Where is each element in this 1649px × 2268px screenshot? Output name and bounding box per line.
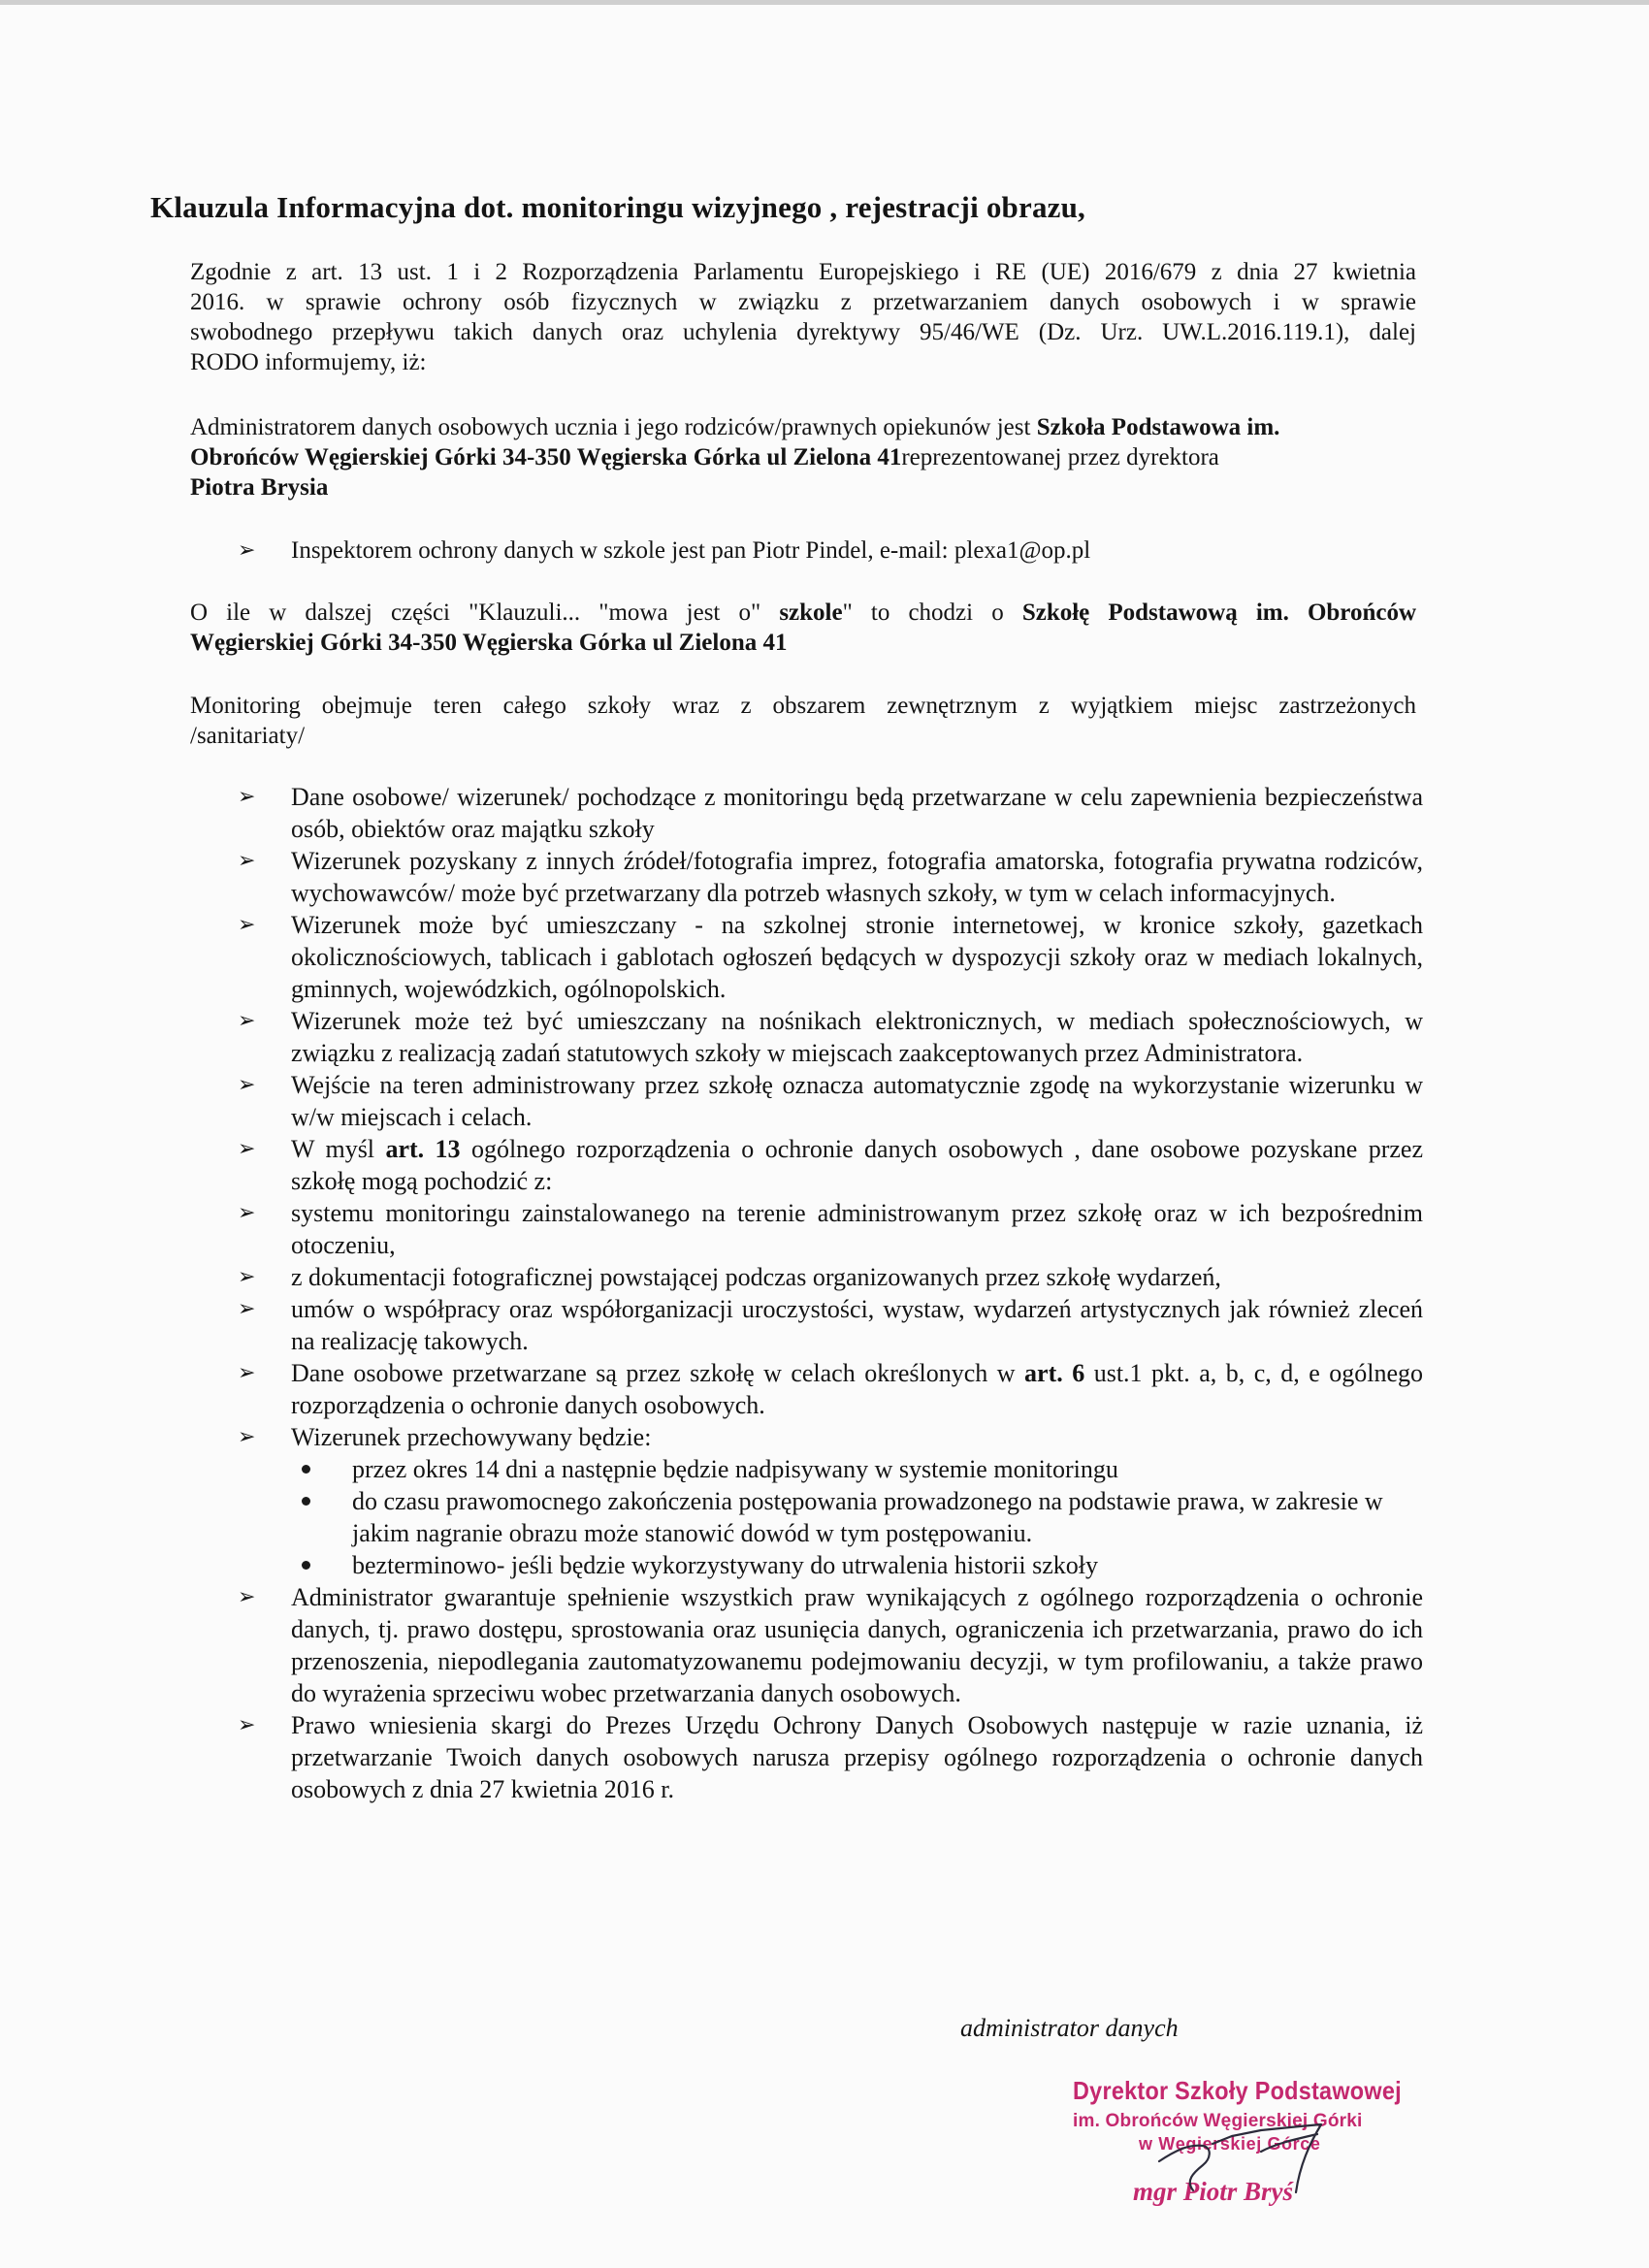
administrator-line-2 bbox=[190, 442, 1416, 472]
official-stamp bbox=[1067, 2076, 1426, 2221]
director-name: Piotra Brysia bbox=[190, 474, 329, 501]
intro-line-4: RODO informujemy, iż: bbox=[190, 349, 427, 375]
intro-line-2: 2016. w sprawie ochrony osób fizycznych w związku z przetwarzaniem danych osobowych i w sprawie bbox=[190, 289, 1416, 315]
administrator-text: Administratorem danych osobowych ucznia i jego rodziców/prawnych opiekunów jest bbox=[190, 414, 1037, 440]
scope-bold-a: szkole bbox=[779, 599, 843, 626]
stamp-title: Dyrektor Szkoły Podstawowej bbox=[1073, 2076, 1402, 2105]
scope-address: Węgierskiej Górki 34-350 Węgierska Górka ul Zielona 41 bbox=[190, 630, 788, 656]
bullet-text: ust.1 pkt. a, b, c, d, e ogólnego rozporządzenia o ochronie danych osobowych. bbox=[291, 1359, 1424, 1419]
bullet-text: Wejście na teren administrowany przez szkołę oznacza automatycznie zgodę na wykorzystanie wizerunku w w/w miejscach i celach. bbox=[291, 1071, 1423, 1131]
stamp-location: w Węgierskiej Górce bbox=[1139, 2134, 1321, 2154]
arrow-bullet-icon: ➢ bbox=[238, 1009, 256, 1033]
arrow-bullet-icon: ➢ bbox=[238, 1297, 256, 1321]
sub-bullet-text: przez okres 14 dni a następnie będzie nadpisywany w systemie monitoringu bbox=[352, 1455, 1118, 1483]
stamp-school: im. Obrońców Węgierskiej Górki bbox=[1073, 2111, 1363, 2131]
school-address: Obrońców Węgierskiej Górki 34-350 Węgierska Górka ul Zielona 41 bbox=[190, 444, 902, 470]
dot-bullet-icon bbox=[302, 1497, 310, 1506]
list-item bbox=[238, 1293, 1423, 1357]
bullet-text: Wizerunek może też być umieszczany na nośnikach elektronicznych, w mediach społecznościowych, w związku z realizacją zadań statutowych szkoły w miejscach zaakceptowanych przez Administratora. bbox=[291, 1007, 1423, 1067]
monitoring-line-2: /sanitariaty/ bbox=[190, 723, 306, 749]
administrator-line-3 bbox=[190, 472, 1416, 502]
administrator-line-1 bbox=[190, 412, 1416, 442]
signature-scribble bbox=[1067, 2076, 1426, 2221]
bullet-text: Dane osobowe przetwarzane są przez szkołę w celach określonych w bbox=[291, 1359, 1025, 1387]
dot-bullet-icon bbox=[302, 1465, 310, 1474]
arrow-bullet-icon: ➢ bbox=[238, 785, 256, 809]
list-item bbox=[238, 1581, 1423, 1709]
bullet-text: Wizerunek pozyskany z innych źródeł/fotografia imprez, fotografia amatorska, fotografia prywatna rodziców, wychowawców/ może być przetwarzany dla potrzeb własnych szkoły, w tym w celach informacyjnych. bbox=[291, 847, 1423, 907]
scope-bold-b: Szkołę Podstawową im. Obrońców bbox=[1021, 599, 1417, 626]
arrow-bullet-icon: ➢ bbox=[238, 1425, 256, 1449]
list-item bbox=[238, 1197, 1423, 1261]
bullet-text: W myśl bbox=[291, 1135, 386, 1163]
bullet-text: ogólnego rozporządzenia o ochronie danych osobowych , dane osobowe pozyskane przez szkołę mogą pochodzić z: bbox=[291, 1135, 1423, 1195]
administrator-represented: reprezentowanej przez dyrektora bbox=[901, 444, 1219, 470]
school-name: Szkoła Podstawowa im. bbox=[1036, 414, 1280, 440]
stamp-signatory: mgr Piotr Bryś bbox=[1133, 2177, 1294, 2206]
inspector-text: Inspektorem ochrony danych w szkole jest pan Piotr Pindel, e-mail: plexa1@op.pl bbox=[291, 537, 1091, 564]
intro-line-1: Zgodnie z art. 13 ust. 1 i 2 Rozporządzenia Parlamentu Europejskiego i RE (UE) 2016/679 z dnia 27 kwietnia bbox=[190, 259, 1416, 285]
sub-list-item bbox=[296, 1549, 1423, 1581]
bullet-text: z dokumentacji fotograficznej powstającej podczas organizowanych przez szkołę wydarzeń, bbox=[291, 1263, 1221, 1291]
arrow-bullet-icon: ➢ bbox=[238, 1713, 256, 1737]
arrow-bullet-icon: ➢ bbox=[238, 1137, 256, 1161]
bullet-text: Administrator gwarantuje spełnienie wszystkich praw wynikających z ogólnego rozporządzenia o ochronie danych, tj. prawo dostępu, sprostowania oraz usunięcia danych, ograniczenia ich przetwarzania, prawo do ich przenoszenia, niepodlegania zautomatyzowanemu podejmowaniu decyzji, w tym profilowaniu, a także prawo do wyrażenia sprzeciwu wobec przetwarzania danych osobowych. bbox=[291, 1583, 1423, 1707]
scope-text-b: " to chodzi o bbox=[842, 599, 1022, 626]
list-item bbox=[238, 1421, 1423, 1453]
sub-list-item bbox=[296, 1453, 1423, 1485]
bullet-text: umów o współpracy oraz współorganizacji uroczystości, wystaw, wydarzeń artystycznych jak również zleceń na realizację takowych. bbox=[291, 1295, 1423, 1355]
arrow-bullet-icon: ➢ bbox=[238, 1201, 256, 1225]
dot-bullet-icon bbox=[302, 1561, 310, 1570]
intro-line-3: swobodnego przepływu takich danych oraz uchylenia dyrektywy 95/46/WE (Dz. Urz. UW.L.2016.119.1), dalej bbox=[190, 319, 1416, 345]
article-reference: art. 13 bbox=[385, 1135, 461, 1163]
arrow-bullet-icon: ➢ bbox=[238, 1073, 256, 1097]
list-item bbox=[238, 1357, 1423, 1421]
list-item bbox=[238, 1069, 1423, 1133]
list-item bbox=[238, 909, 1423, 1005]
sub-bullet-text: bezterminowo- jeśli będzie wykorzystywany do utrwalenia historii szkoły bbox=[352, 1551, 1098, 1579]
scope-line-1 bbox=[190, 598, 1416, 628]
article-reference: art. 6 bbox=[1024, 1359, 1085, 1387]
scope-text-a: O ile w dalszej części "Klauzuli... "mowa jest o" bbox=[190, 599, 780, 626]
arrow-bullet-icon: ➢ bbox=[238, 538, 256, 563]
monitoring-line-1: Monitoring obejmuje teren całego szkoły wraz z obszarem zewnętrznym z wyjątkiem miejsc zastrzeżonych bbox=[190, 693, 1416, 719]
list-item bbox=[238, 1709, 1423, 1805]
sub-list-item bbox=[296, 1485, 1423, 1549]
bullet-text: systemu monitoringu zainstalowanego na terenie administrowanym przez szkołę oraz w ich bezpośrednim otoczeniu, bbox=[291, 1199, 1423, 1259]
bullet-text: Dane osobowe/ wizerunek/ pochodzące z monitoringu będą przetwarzane w celu zapewnienia bezpieczeństwa osób, obiektów oraz majątku szkoły bbox=[291, 783, 1423, 843]
document-title: Klauzula Informacyjna dot. monitoringu wizyjnego , rejestracji obrazu, bbox=[150, 190, 1085, 224]
bullet-text: Wizerunek może być umieszczany - na szkolnej stronie internetowej, w kronice szkoły, gazetkach okolicznościowych, tablicach i gablotach ogłoszeń będących w dyspozycji szkoły oraz w mediach lokalnych, gminnych, wojewódzkich, ogólnopolskich. bbox=[291, 911, 1423, 1003]
arrow-bullet-icon: ➢ bbox=[238, 849, 256, 873]
sub-bullet-text: do czasu prawomocnego zakończenia postępowania prowadzonego na podstawie prawa, w zakresie w jakim nagranie obrazu może stanowić dowód w tym postępowaniu. bbox=[352, 1487, 1383, 1547]
signature-caption: administrator danych bbox=[960, 2014, 1179, 2042]
list-item bbox=[238, 1261, 1423, 1293]
bullet-text: Prawo wniesienia skargi do Prezes Urzędu Ochrony Danych Osobowych następuje w razie uznania, iż przetwarzanie Twoich danych osobowych narusza przepisy ogólnego rozporządzenia o ochronie danych osobowych z dnia 27 kwietnia 2016 r. bbox=[291, 1711, 1423, 1803]
list-item bbox=[238, 1005, 1423, 1069]
arrow-bullet-icon: ➢ bbox=[238, 1265, 256, 1289]
bullet-list bbox=[238, 781, 1423, 1805]
arrow-bullet-icon: ➢ bbox=[238, 1361, 256, 1385]
scope-line-2 bbox=[190, 628, 1416, 658]
list-item bbox=[238, 1133, 1423, 1197]
bullet-text: Wizerunek przechowywany będzie: bbox=[291, 1423, 652, 1451]
arrow-bullet-icon: ➢ bbox=[238, 1585, 256, 1609]
arrow-bullet-icon: ➢ bbox=[238, 913, 256, 937]
list-item bbox=[238, 845, 1423, 909]
list-item bbox=[238, 781, 1423, 845]
